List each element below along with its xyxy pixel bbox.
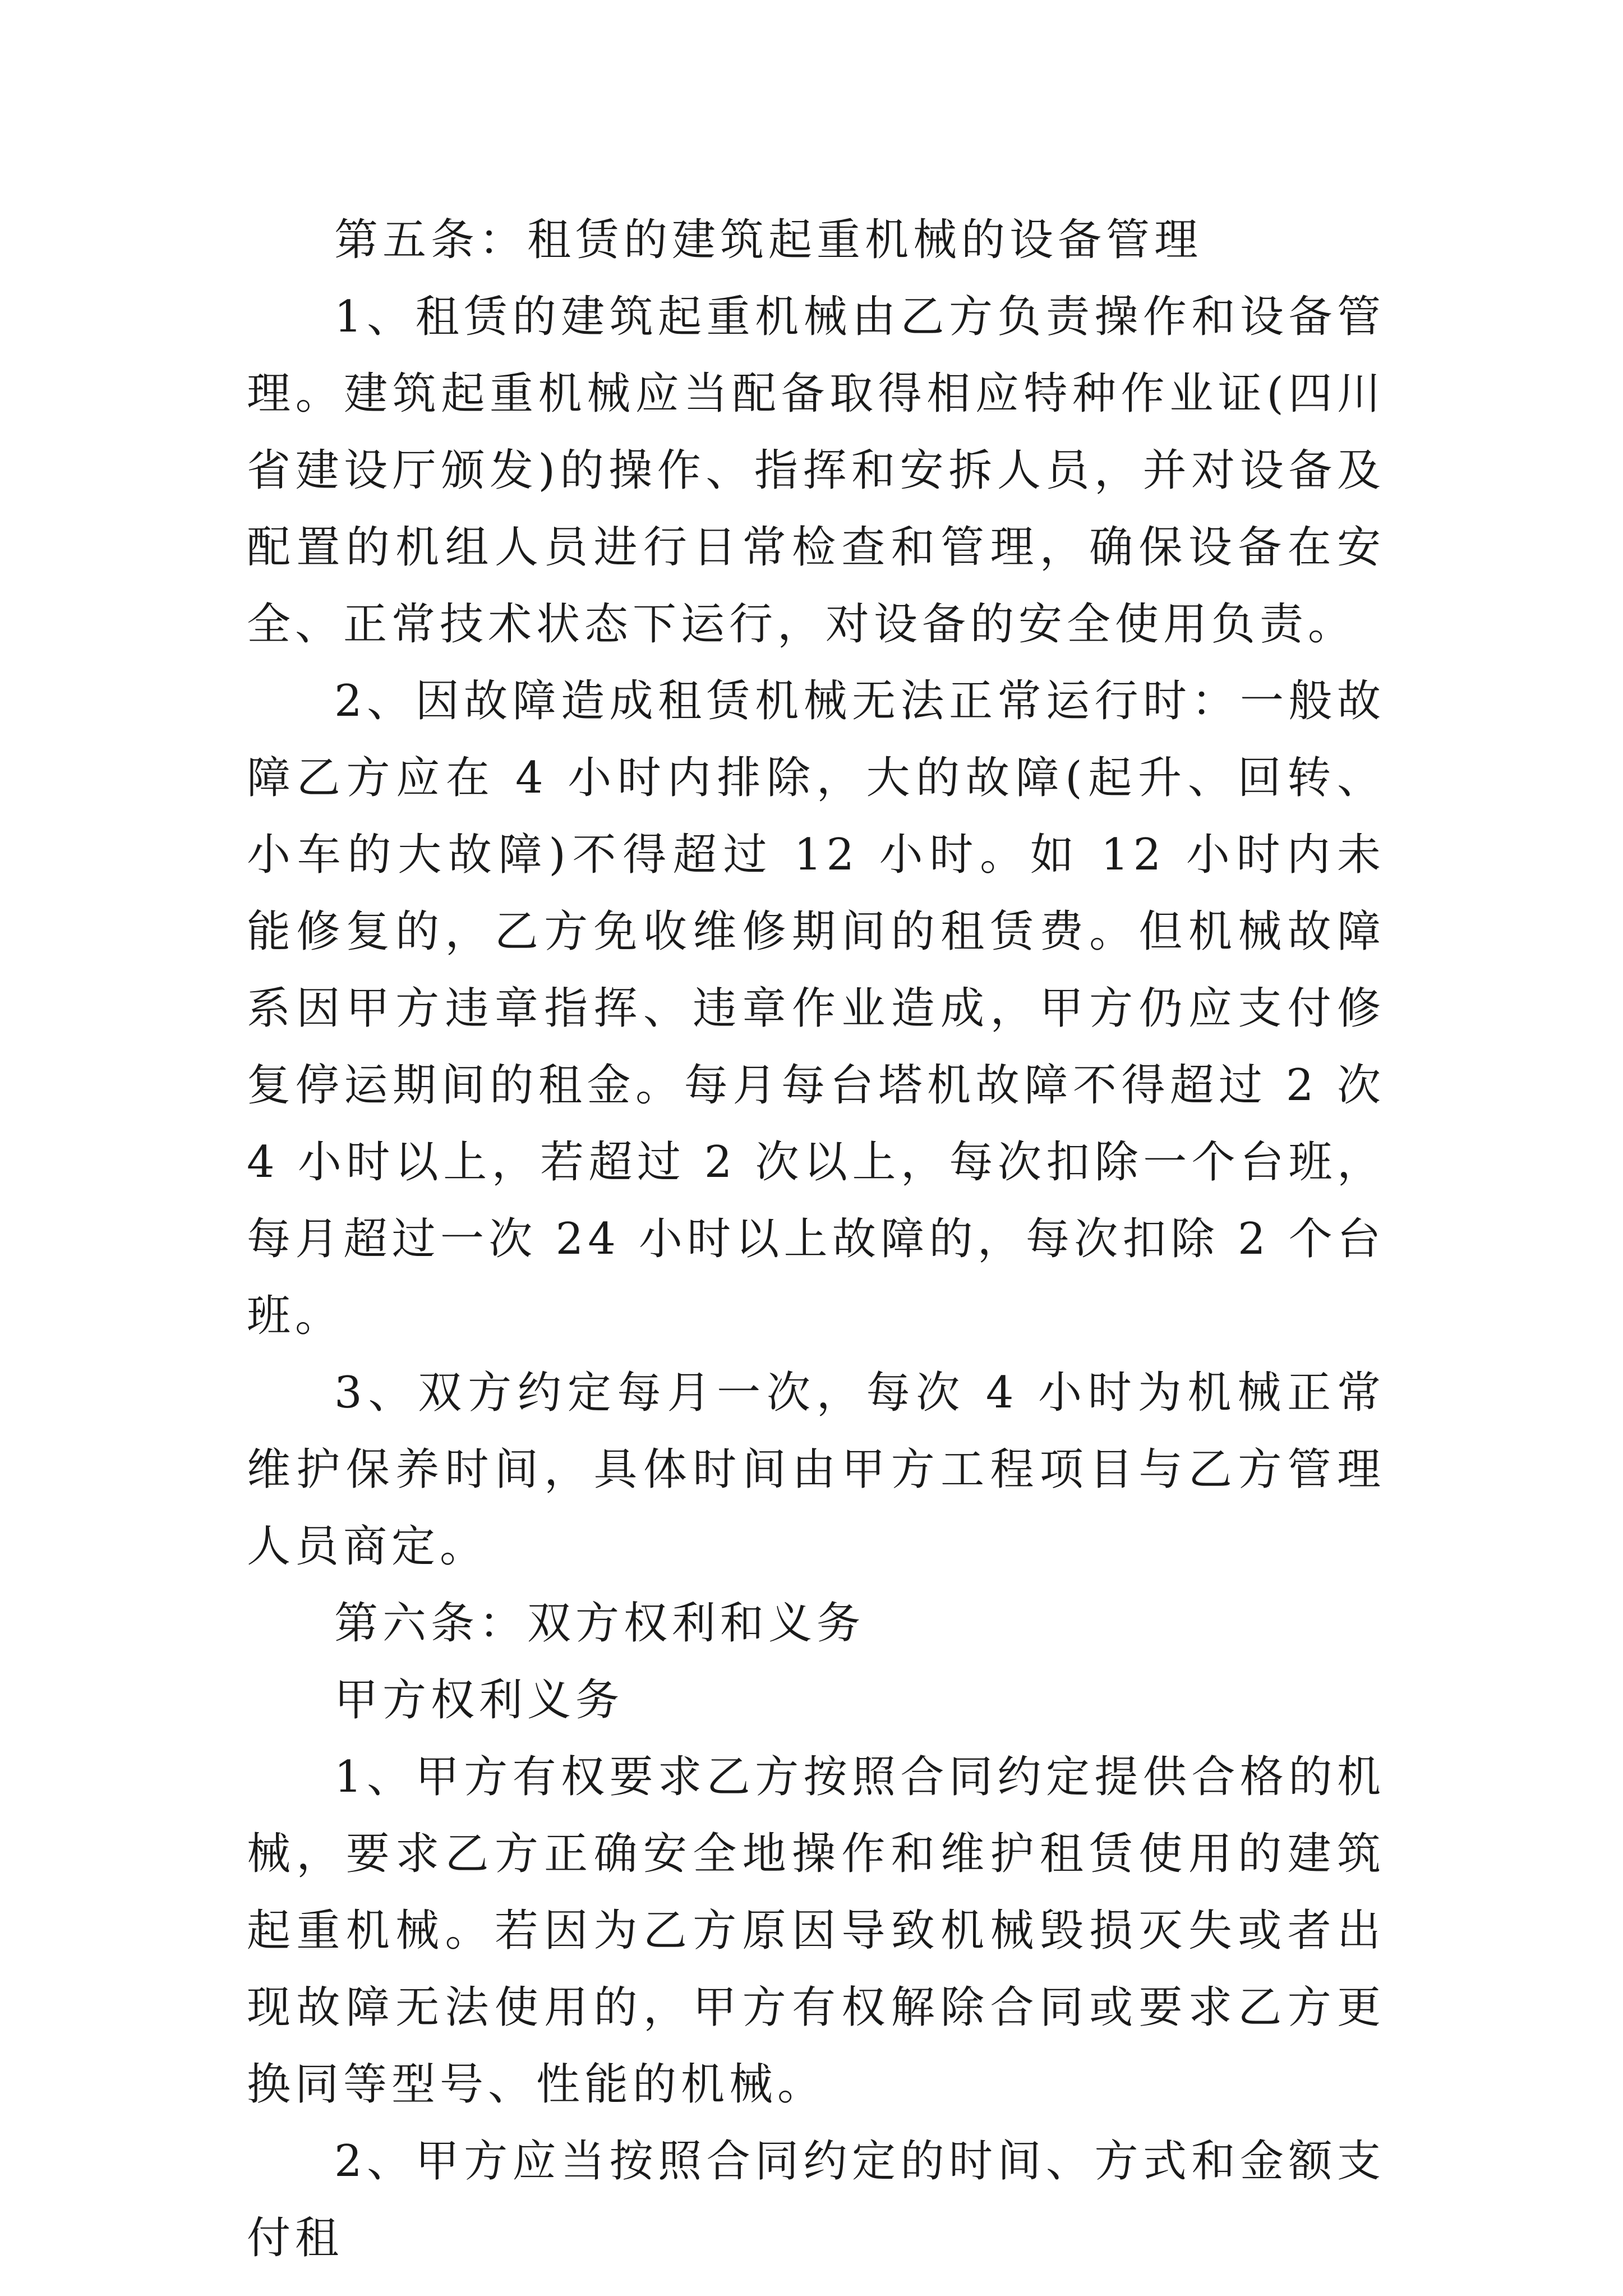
party-a-clause-1: 1、甲方有权要求乙方按照合同约定提供合格的机械，要求乙方正确安全地操作和维护租赁使用的建筑起重机械。若因为乙方原因导致机械毁损灭失或者出现故障无法使用的，甲方有权解除合同或要求乙方更换同等型号、性能的机械。 (247, 1752, 1385, 2110)
party-a-clause-2: 2、甲方应当按照合同约定的时间、方式和金额支付租 (247, 2136, 1385, 2263)
document-body (247, 202, 1385, 2277)
article-5-clause-1: 1、租赁的建筑起重机械由乙方负责操作和设备管理。建筑起重机械应当配备取得相应特种作业证(四川省建设厅颁发)的操作、指挥和安拆人员，并对设备及配置的机组人员进行日常检查和管理，确保设备在安全、正常技术状态下运行，对设备的安全使用负责。 (247, 292, 1385, 650)
article-5-heading: 第五条：租赁的建筑起重机械的设备管理 (334, 215, 1203, 265)
article-5-clause-2: 2、因故障造成租赁机械无法正常运行时：一般故障乙方应在 4 小时内排除，大的故障(起升、回转、小车的大故障)不得超过 12 小时。如 12 小时内未能修复的，乙方免收维修期间的租赁费。但机械故障系因甲方违章指挥、违章作业造成，甲方仍应支付修复停运期间的租金。每月每台塔机故障不得超过 2 次 4 小时以上，若超过 2 次以上，每次扣除一个台班，每月超过一次 24 小时以上故障的，每次扣除 2 个台班。 (247, 676, 1385, 1341)
party-a-subheading: 甲方权利义务 (334, 1675, 624, 1726)
article-5-clause-3: 3、双方约定每月一次，每次 4 小时为机械正常维护保养时间，具体时间由甲方工程项目与乙方管理人员商定。 (247, 1368, 1385, 1572)
article-6-heading: 第六条：双方权利和义务 (334, 1598, 865, 1649)
